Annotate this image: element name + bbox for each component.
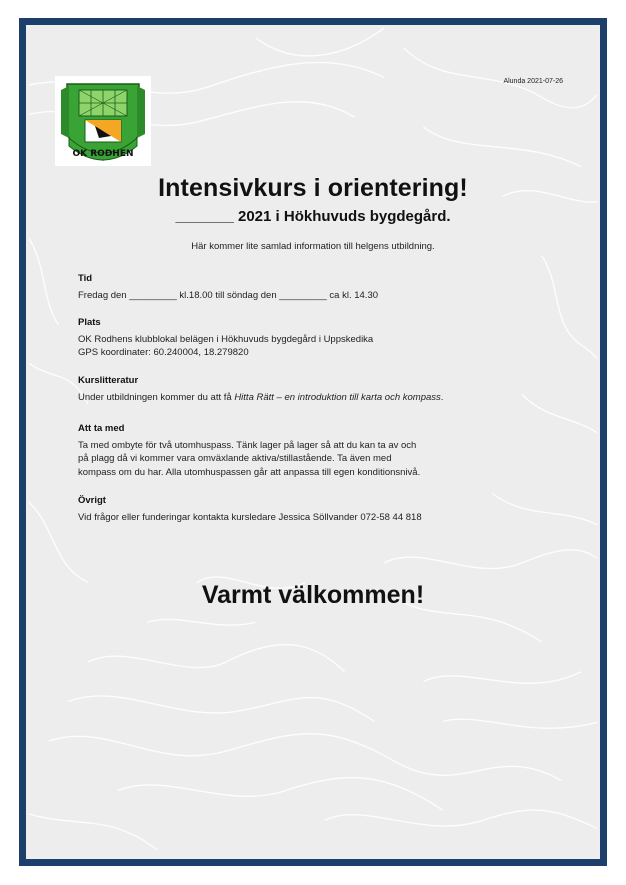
section-line-suffix: .: [440, 391, 444, 403]
section-plats: [78, 316, 548, 360]
section-line: OK Rodhens klubblokal belägen i Hökhuvuds bygdegård i Uppskedika: [78, 333, 374, 345]
document-date: Alunda 2021-07-26: [503, 78, 563, 85]
section-line: GPS koordinater: 60.240004, 18.279820: [78, 347, 249, 358]
logo-text: OK RODHEN: [72, 149, 134, 159]
section-heading: Kurslitteratur: [78, 375, 139, 386]
page-title: Intensivkurs i orientering!: [158, 174, 468, 202]
section-tid: [78, 272, 548, 302]
section-kurslitteratur: [78, 374, 548, 404]
section-line: kompass om du har. Alla utomhuspassen går att anpassa till egen konditionsnivå.: [78, 466, 421, 478]
section-line-prefix: Under utbildningen kommer du att få: [78, 391, 235, 403]
section-heading: Övrigt: [78, 495, 106, 506]
section-ovrigt: [78, 494, 548, 524]
section-heading: Plats: [78, 317, 101, 328]
section-line: Vid frågor eller funderingar kontakta kursledare Jessica Söllvander 072-58 44 818: [78, 511, 422, 523]
page-frame: [19, 18, 607, 866]
section-line: på plagg då vi kommer vara omväxlande aktiva/stillastående. Ta även med: [78, 453, 392, 464]
section-line: Fredag den _________ kl.18.00 till söndag den _________ ca kl. 14.30: [78, 289, 379, 301]
intro-text: Här kommer lite samlad information till helgens utbildning.: [191, 241, 435, 252]
section-line: [78, 391, 548, 405]
section-att-ta-med: [78, 422, 548, 479]
page-background: [29, 28, 597, 856]
book-title: Hitta Rätt – en introduktion till karta och kompass: [234, 391, 441, 403]
section-heading: Tid: [78, 273, 93, 284]
closing-message: Varmt välkommen!: [201, 581, 425, 609]
section-heading: Att ta med: [78, 423, 125, 434]
page-subtitle: _______ 2021 i Hökhuvuds bygdegård.: [175, 208, 451, 225]
section-line: Ta med ombyte för två utomhuspass. Tänk lager på lager så att du kan ta av och: [78, 439, 417, 451]
ok-rodhen-logo: [55, 76, 151, 166]
